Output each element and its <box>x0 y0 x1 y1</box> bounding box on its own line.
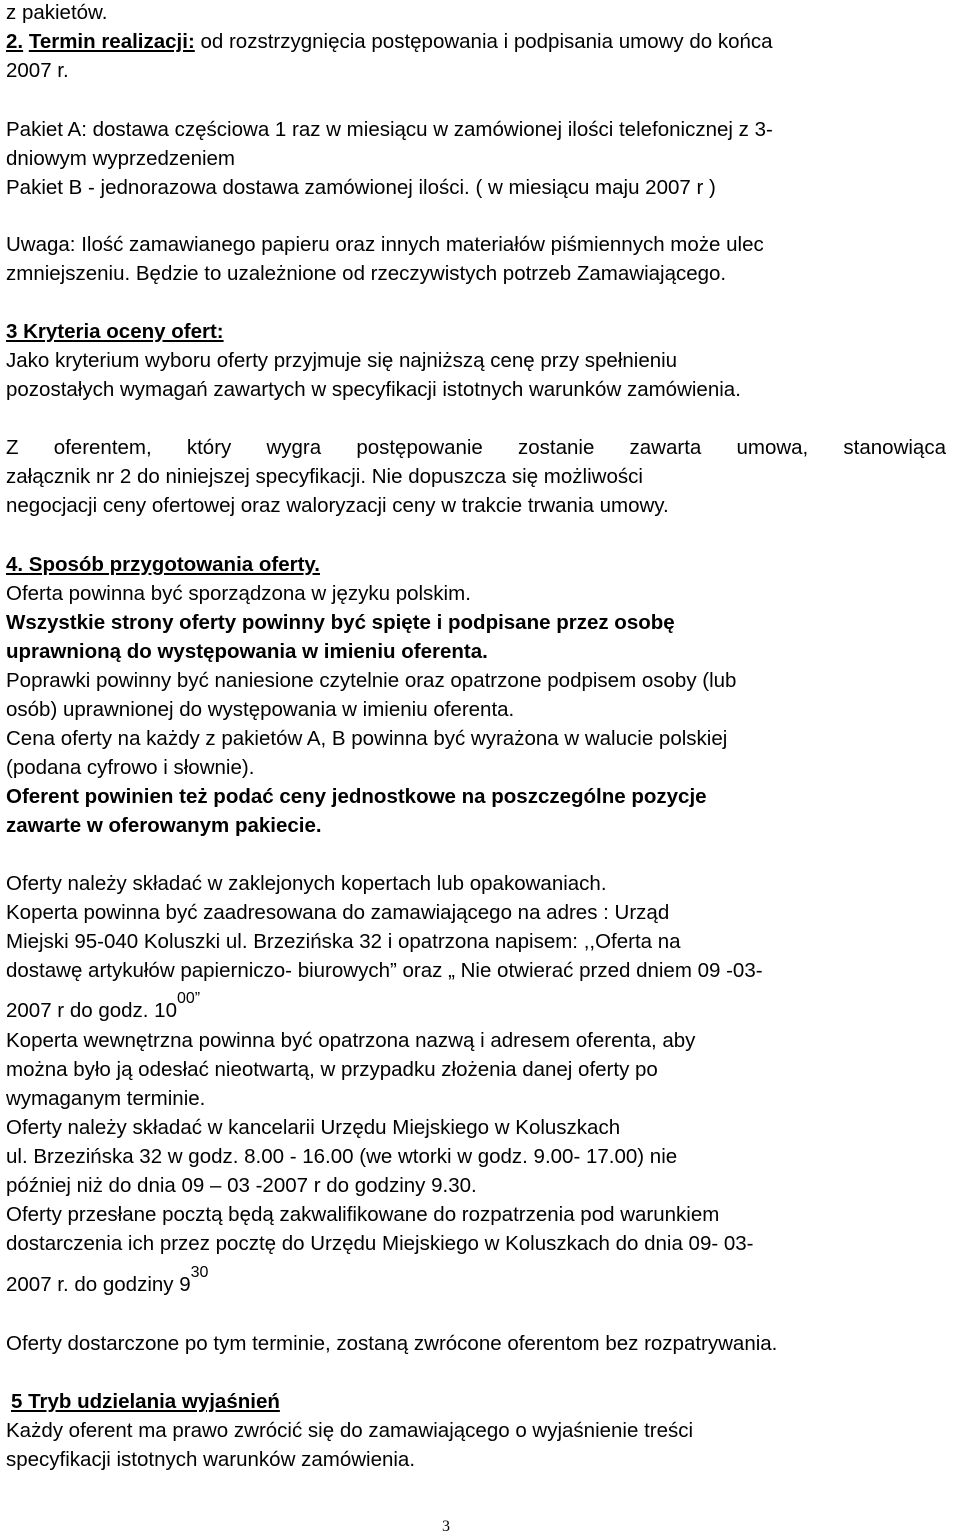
text-line: można było ją odesłać nieotwartą, w przypadku złożenia danej oferty po <box>6 1058 658 1081</box>
text-line: z pakietów. <box>6 1 108 24</box>
section-heading: 5 Tryb udzielania wyjaśnień <box>11 1390 280 1413</box>
text-line: zawarte w oferowanym pakiecie. <box>6 814 322 837</box>
text-fragment: 2007 r do godz. 10 <box>6 999 177 1022</box>
text-line: Z oferentem, który wygra postępowanie zostanie zawarta umowa, stanowiąca <box>6 436 946 459</box>
section-heading: 3 Kryteria oceny ofert: <box>6 320 224 343</box>
section-number: 2. <box>6 30 24 53</box>
text-line: Jako kryterium wyboru oferty przyjmuje się najniższą cenę przy spełnieniu <box>6 349 678 372</box>
text-line: dniowym wyprzedzeniem <box>6 147 236 170</box>
text-line <box>6 1264 209 1300</box>
text-line: Oferty należy składać w kancelarii Urzędu Miejskiego w Koluszkach <box>6 1116 621 1139</box>
text-line: dostarczenia ich przez pocztę do Urzędu Miejskiego w Koluszkach do dnia 09- 03- <box>6 1232 754 1255</box>
text-line: wymaganym terminie. <box>6 1087 206 1110</box>
text-line: Oferty należy składać w zaklejonych kopertach lub opakowaniach. <box>6 872 607 895</box>
text-line: Koperta powinna być zaadresowana do zamawiającego na adres : Urząd <box>6 901 670 924</box>
text-line: Wszystkie strony oferty powinny być spięte i podpisane przez osobę <box>6 611 675 634</box>
text-line: Miejski 95-040 Koluszki ul. Brzezińska 32 i opatrzona napisem: ,,Oferta na <box>6 930 681 953</box>
text-fragment: od rozstrzygnięcia postępowania i podpisania umowy do końca <box>200 30 773 53</box>
text-line: Oferent powinien też podać ceny jednostkowe na poszczególne pozycje <box>6 785 707 808</box>
text-line: załącznik nr 2 do niniejszej specyfikacji. Nie dopuszcza się możliwości <box>6 465 643 488</box>
text-line: Każdy oferent ma prawo zwrócić się do zamawiającego o wyjaśnienie treści <box>6 1419 694 1442</box>
section-2-line <box>6 29 773 55</box>
text-line: później niż do dnia 09 – 03 -2007 r do godziny 9.30. <box>6 1174 477 1197</box>
text-line: Uwaga: Ilość zamawianego papieru oraz innych materiałów piśmiennych może ulec <box>6 233 764 256</box>
page-number: 3 <box>442 1518 450 1535</box>
text-line: Poprawki powinny być naniesione czytelnie oraz opatrzone podpisem osoby (lub <box>6 669 737 692</box>
text-line: Pakiet B - jednorazowa dostawa zamówionej ilości. ( w miesiącu maju 2007 r ) <box>6 176 716 199</box>
text-line: pozostałych wymagań zawartych w specyfikacji istotnych warunków zamówienia. <box>6 378 741 401</box>
text-line <box>6 990 201 1026</box>
text-line: zmniejszeniu. Będzie to uzależnione od rzeczywistych potrzeb Zamawiającego. <box>6 262 727 285</box>
section-heading: Termin realizacji: <box>28 30 195 53</box>
text-line: 2007 r. <box>6 59 69 82</box>
text-line: specyfikacji istotnych warunków zamówienia. <box>6 1448 416 1471</box>
text-line: Cena oferty na każdy z pakietów A, B powinna być wyrażona w walucie polskiej <box>6 727 728 750</box>
text-line: Oferty dostarczone po tym terminie, zostaną zwrócone oferentom bez rozpatrywania. <box>6 1332 778 1355</box>
text-line: ul. Brzezińska 32 w godz. 8.00 - 16.00 (we wtorki w godz. 9.00- 17.00) nie <box>6 1145 678 1168</box>
text-line: Oferta powinna być sporządzona w języku polskim. <box>6 582 471 605</box>
text-line: dostawę artykułów papierniczo- biurowych” oraz „ Nie otwierać przed dniem 09 -03- <box>6 959 763 982</box>
text-line: Pakiet A: dostawa częściowa 1 raz w miesiącu w zamówionej ilości telefonicznej z 3- <box>6 118 773 141</box>
superscript: 30 <box>190 1264 209 1281</box>
text-fragment: 2007 r. do godziny 9 <box>6 1273 191 1296</box>
text-line: uprawnioną do występowania w imieniu oferenta. <box>6 640 488 663</box>
text-line: Koperta wewnętrzna powinna być opatrzona nazwą i adresem oferenta, aby <box>6 1029 696 1052</box>
text-line: Oferty przesłane pocztą będą zakwalifikowane do rozpatrzenia pod warunkiem <box>6 1203 720 1226</box>
superscript: 00” <box>176 990 201 1007</box>
section-heading: 4. Sposób przygotowania oferty. <box>6 553 320 576</box>
text-line: (podana cyfrowo i słownie). <box>6 756 255 779</box>
text-line: osób) uprawnionej do występowania w imieniu oferenta. <box>6 698 515 721</box>
text-line: negocjacji ceny ofertowej oraz waloryzacji ceny w trakcie trwania umowy. <box>6 494 669 517</box>
